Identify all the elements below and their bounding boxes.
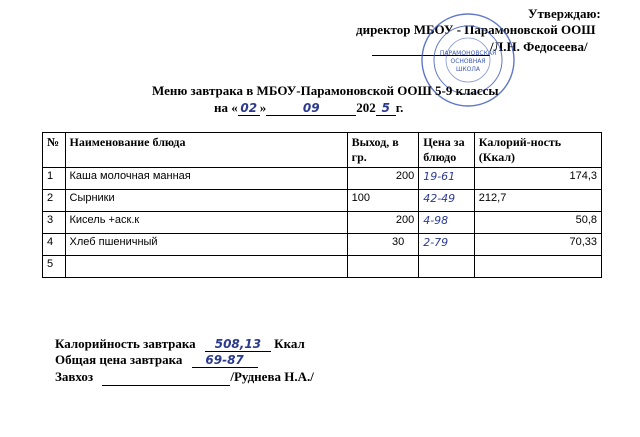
table-row xyxy=(43,234,602,256)
row-number: 5 xyxy=(43,256,66,278)
row-number: 4 xyxy=(43,234,66,256)
price-label: Общая цена завтрака xyxy=(55,352,183,367)
row-yield xyxy=(347,256,419,278)
row-calories: 174,3 xyxy=(474,168,601,190)
calories-unit: Ккал xyxy=(274,336,305,351)
date-month: 09 xyxy=(266,101,356,116)
row-price: 19-61 xyxy=(419,168,475,190)
row-number: 2 xyxy=(43,190,66,212)
date-day-suffix: » xyxy=(259,100,267,115)
row-yield: 200 xyxy=(347,168,419,190)
row-number: 1 xyxy=(43,168,66,190)
row-price: 4-98 xyxy=(419,212,475,234)
row-price: 2-79 xyxy=(419,234,475,256)
row-price xyxy=(419,256,475,278)
row-calories xyxy=(474,256,601,278)
row-dish-name: Сырники xyxy=(65,190,347,212)
menu-table xyxy=(42,132,602,278)
table-row xyxy=(43,168,602,190)
row-dish-name: Хлеб пшеничный xyxy=(65,234,347,256)
date-prefix: на « xyxy=(214,100,238,115)
row-dish-name: Каша молочная манная xyxy=(65,168,347,190)
header-yield: Выход, в гр. xyxy=(347,133,419,168)
approval-heading: Утверждаю: xyxy=(528,6,601,21)
calories-label: Калорийность завтрака xyxy=(55,336,196,351)
table-header-row xyxy=(43,133,602,168)
price-value: 69-87 xyxy=(192,353,258,368)
calories-value: 508,13 xyxy=(205,337,271,352)
footer-manager xyxy=(55,369,314,386)
header-number: № xyxy=(43,133,66,168)
approval-director-title: директор МБОУ - Парамоновской ООШ xyxy=(356,22,596,37)
table-row xyxy=(43,212,602,234)
row-dish-name: Кисель +аск.к xyxy=(65,212,347,234)
date-day: 02 xyxy=(238,101,260,116)
svg-text:ПАРАМОНОВСКАЯ: ПАРАМОНОВСКАЯ xyxy=(439,50,497,57)
table-row xyxy=(43,256,602,278)
manager-signature xyxy=(102,369,230,386)
svg-text:ШКОЛА: ШКОЛА xyxy=(455,66,481,73)
menu-date xyxy=(214,100,403,116)
row-dish-name xyxy=(65,256,347,278)
row-price: 42-49 xyxy=(419,190,475,212)
manager-name: /Руднева Н.А./ xyxy=(230,369,314,384)
manager-label: Завхоз xyxy=(55,369,94,384)
header-dish-name: Наименование блюда xyxy=(65,133,347,168)
row-yield: 30 xyxy=(347,234,419,256)
director-name: /Л.Н. Федосеева/ xyxy=(490,39,588,54)
row-calories: 70,33 xyxy=(474,234,601,256)
row-calories: 50,8 xyxy=(474,212,601,234)
date-end: г. xyxy=(395,100,404,115)
row-number: 3 xyxy=(43,212,66,234)
svg-text:ОСНОВНАЯ: ОСНОВНАЯ xyxy=(450,58,486,65)
header-price: Цена за блюдо xyxy=(419,133,475,168)
row-yield: 100 xyxy=(347,190,419,212)
menu-title: Меню завтрака в МБОУ-Парамоновской ООШ 5-9 классы xyxy=(152,83,499,98)
row-calories: 212,7 xyxy=(474,190,601,212)
date-year-prefix: 202 xyxy=(356,100,376,115)
date-year-suffix: 5 xyxy=(376,101,396,116)
table-row xyxy=(43,190,602,212)
footer-calories xyxy=(55,336,305,352)
row-yield: 200 xyxy=(347,212,419,234)
header-calories: Калорий-ность (Ккал) xyxy=(474,133,601,168)
footer-price xyxy=(55,352,258,368)
